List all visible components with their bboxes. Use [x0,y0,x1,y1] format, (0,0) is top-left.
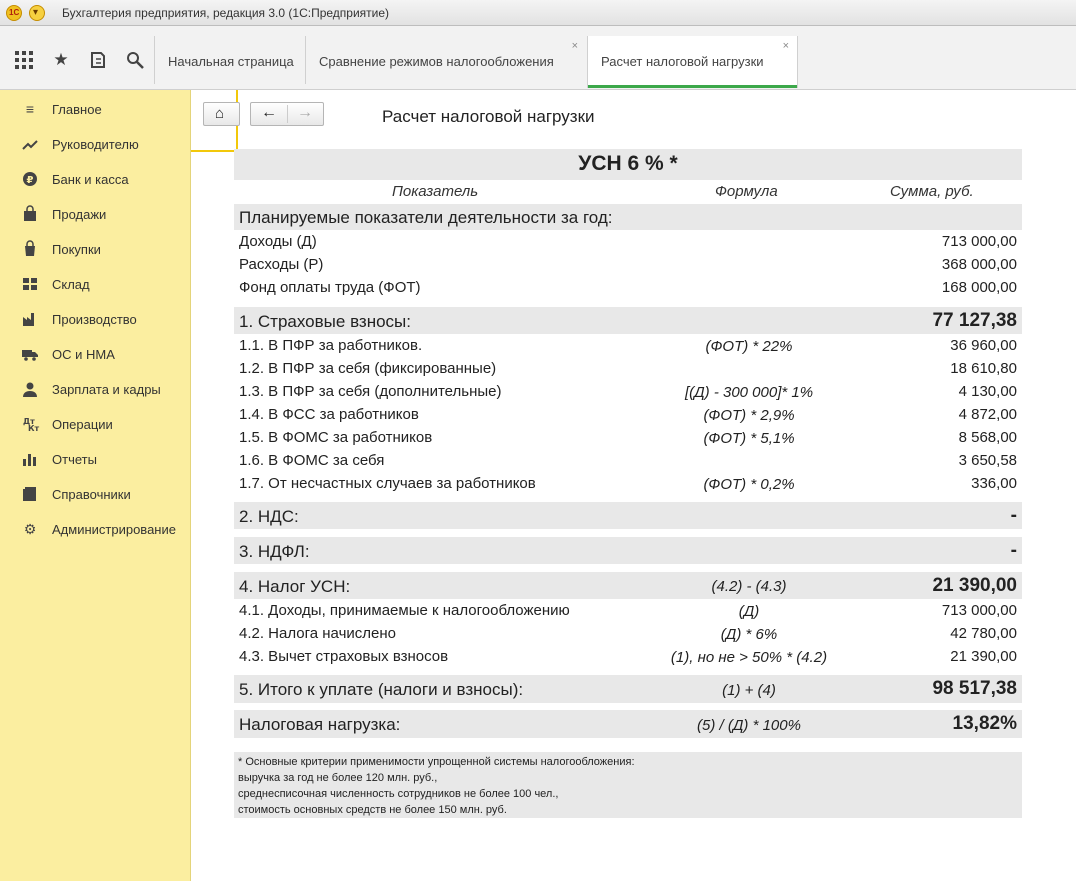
row-name: Доходы (Д) [239,233,317,250]
table-row [234,426,1022,449]
close-icon[interactable]: × [782,40,789,52]
operations-icon [22,416,38,432]
section-burden-band [234,710,1022,738]
page-title: Расчет налоговой нагрузки [382,107,595,126]
row-name: 1.1. В ПФР за работников. [239,337,423,354]
row-name: Расходы (Р) [239,256,324,273]
sidebar-item-salary[interactable] [0,370,191,405]
section-total: - [1010,540,1017,561]
tab-start-page[interactable] [155,36,305,88]
row-name: 4.3. Вычет страховых взносов [239,648,449,665]
menu-lines-icon: ≡ [25,101,35,117]
sidebar-item-purchases[interactable] [0,230,191,265]
column-header-name: Показатель [392,183,479,200]
row-name: 1.5. В ФОМС за работников [239,429,433,446]
sidebar-item-sales[interactable] [0,195,191,230]
row-name: 1.6. В ФОМС за себя [239,452,385,469]
sidebar-item-production[interactable] [0,300,191,335]
section-total: - [1010,505,1017,526]
window-title-bar [0,0,1076,26]
section-usn-band [234,572,1022,599]
sidebar-item-label: Операции [52,417,113,432]
warehouse-icon [22,276,38,292]
row-sum: 168 000,00 [941,279,1017,296]
row-sum: 42 780,00 [950,625,1017,642]
top-toolbar [0,26,1076,90]
row-sum: 368 000,00 [941,256,1017,273]
sidebar-item-label: Продажи [52,207,107,222]
trend-chart-icon [22,136,38,152]
divider [287,105,288,123]
sidebar [0,90,191,881]
section-vat-band [234,502,1022,529]
sidebar-item-label: Справочники [52,487,131,502]
truck-icon [22,346,38,362]
star-icon[interactable]: ★ [53,50,69,69]
table-row [234,380,1022,403]
app-menu-icon[interactable]: ▾ [29,5,45,21]
footnote-line: * Основные критерии применимости упрощенной системы налогообложения: [238,756,635,768]
row-name: 1.3. В ПФР за себя (дополнительные) [239,383,502,400]
table-row [234,334,1022,357]
row-sum: 4 872,00 [958,406,1017,423]
tab-label: Сравнение режимов налогообложения [319,54,554,69]
sidebar-item-label: ОС и НМА [52,347,115,362]
table-row [234,253,1022,276]
row-sum: 3 650,58 [958,452,1017,469]
svg-text:₽: ₽ [26,175,34,186]
section-total: 21 390,00 [932,575,1017,596]
section-title: 5. Итого к уплате (налоги и взносы): [239,680,524,699]
row-name: Фонд оплаты труда (ФОТ) [239,279,421,296]
cart-bag-icon [22,241,38,257]
table-row [234,276,1022,299]
row-formula: (ФОТ) * 2,9% [703,407,795,424]
window-title: Бухгалтерия предприятия, редакция 3.0 (1С:Предприятие) [62,6,390,20]
app-logo-icon[interactable]: 1С [6,5,22,21]
row-sum: 4 130,00 [958,383,1017,400]
row-name: 1.4. В ФСС за работников [239,406,419,423]
row-formula: (Д) * 6% [720,626,778,643]
section-total: 13,82% [952,713,1017,734]
sidebar-item-label: Банк и касса [52,172,129,187]
history-icon[interactable] [88,50,108,70]
home-button[interactable] [203,102,240,126]
sidebar-item-label: Руководителю [52,137,139,152]
sidebar-item-label: Главное [52,102,102,117]
column-header-sum: Сумма, руб. [890,183,974,200]
row-name: 1.7. От несчастных случаев за работников [239,475,536,492]
table-row [234,622,1022,645]
column-header-formula: Формула [715,183,778,200]
row-sum: 8 568,00 [958,429,1017,446]
tab-label: Расчет налоговой нагрузки [601,54,764,69]
row-sum: 36 960,00 [950,337,1017,354]
row-sum: 21 390,00 [950,648,1017,665]
section-total: 77 127,38 [932,310,1017,331]
svg-text:Дт: Дт [23,417,35,426]
row-name: 4.1. Доходы, принимаемые к налогообложению [239,602,570,619]
row-name: 1.2. В ПФР за себя (фиксированные) [239,360,497,377]
sidebar-item-reports[interactable] [0,440,191,475]
book-icon [22,486,38,502]
sidebar-item-warehouse[interactable] [0,265,191,300]
footnote-line: выручка за год не более 120 млн. руб., [238,772,438,784]
section-ndfl-band [234,537,1022,564]
shopping-bag-icon [22,206,38,222]
row-formula: [(Д) - 300 000]* 1% [684,384,814,401]
section-title: 1. Страховые взносы: [239,312,411,331]
row-formula: (ФОТ) * 22% [705,338,793,355]
row-sum: 713 000,00 [941,602,1017,619]
factory-icon [22,311,38,327]
section-formula: (1) + (4) [722,682,776,699]
footnote-line: стоимость основных средств не более 150 млн. руб. [238,804,507,816]
section-formula: (5) / (Д) * 100% [697,717,801,734]
sidebar-item-label: Покупки [52,242,101,257]
table-row [234,403,1022,426]
tab-label: Начальная страница [168,54,294,69]
apps-grid-icon[interactable] [14,50,34,70]
forward-arrow-icon[interactable]: → [297,104,313,121]
row-formula: (1), но не > 50% * (4.2) [670,649,828,666]
sidebar-item-operations[interactable] [0,405,191,440]
row-formula: (ФОТ) * 0,2% [703,476,795,493]
section-planned-band [234,204,1022,230]
sidebar-item-bank[interactable] [0,160,191,195]
sidebar-item-manager[interactable] [0,125,191,160]
sidebar-item-label: Зарплата и кадры [52,382,161,397]
section-title: 4. Налог УСН: [239,577,351,596]
table-row [234,472,1022,495]
row-formula: (ФОТ) * 5,1% [703,430,795,447]
table-row [234,357,1022,380]
history-nav [250,102,324,126]
ruble-coin-icon [22,171,38,187]
row-formula: (Д) [738,603,760,620]
tab-tax-modes-comparison[interactable] [306,36,586,88]
section-total: 98 517,38 [932,678,1017,699]
bar-chart-icon [22,451,38,467]
footnote-line: среднесписочная численность сотрудников не более 100 чел., [238,788,559,800]
sidebar-item-fixed-assets[interactable] [0,335,191,370]
home-icon: ⌂ [215,105,225,122]
report-heading-band [234,149,1022,180]
section-formula: (4.2) - (4.3) [711,578,787,595]
sidebar-item-main[interactable] [0,90,191,125]
row-sum: 713 000,00 [941,233,1017,250]
section-insurance-band [234,307,1022,334]
sidebar-item-administration[interactable] [0,510,191,545]
sidebar-item-catalogs[interactable] [0,475,191,510]
sidebar-item-label: Администрирование [52,522,176,537]
gear-icon: ⚙ [23,521,37,537]
svg-text:Кт: Кт [28,424,40,433]
search-icon[interactable] [125,50,145,70]
tab-tax-burden-calc[interactable] [587,36,798,88]
section-title: 3. НДФЛ: [239,542,310,561]
section-title: 2. НДС: [239,507,299,526]
table-row [234,599,1022,622]
row-sum: 18 610,80 [950,360,1017,377]
report-heading: УСН 6 % * [578,152,678,175]
section-total-band [234,675,1022,703]
table-row [234,449,1022,472]
table-row [234,230,1022,253]
row-sum: 336,00 [971,475,1017,492]
sidebar-item-label: Склад [52,277,90,292]
section-title: Планируемые показатели деятельности за год: [239,208,613,227]
section-title: Налоговая нагрузка: [239,715,401,734]
sidebar-item-label: Отчеты [52,452,97,467]
close-icon[interactable]: × [571,40,578,52]
table-row [234,645,1022,668]
person-icon [22,381,38,397]
active-tab-indicator [588,85,797,88]
row-name: 4.2. Налога начислено [239,625,396,642]
sidebar-item-label: Производство [52,312,137,327]
back-arrow-icon[interactable]: ← [261,104,277,121]
